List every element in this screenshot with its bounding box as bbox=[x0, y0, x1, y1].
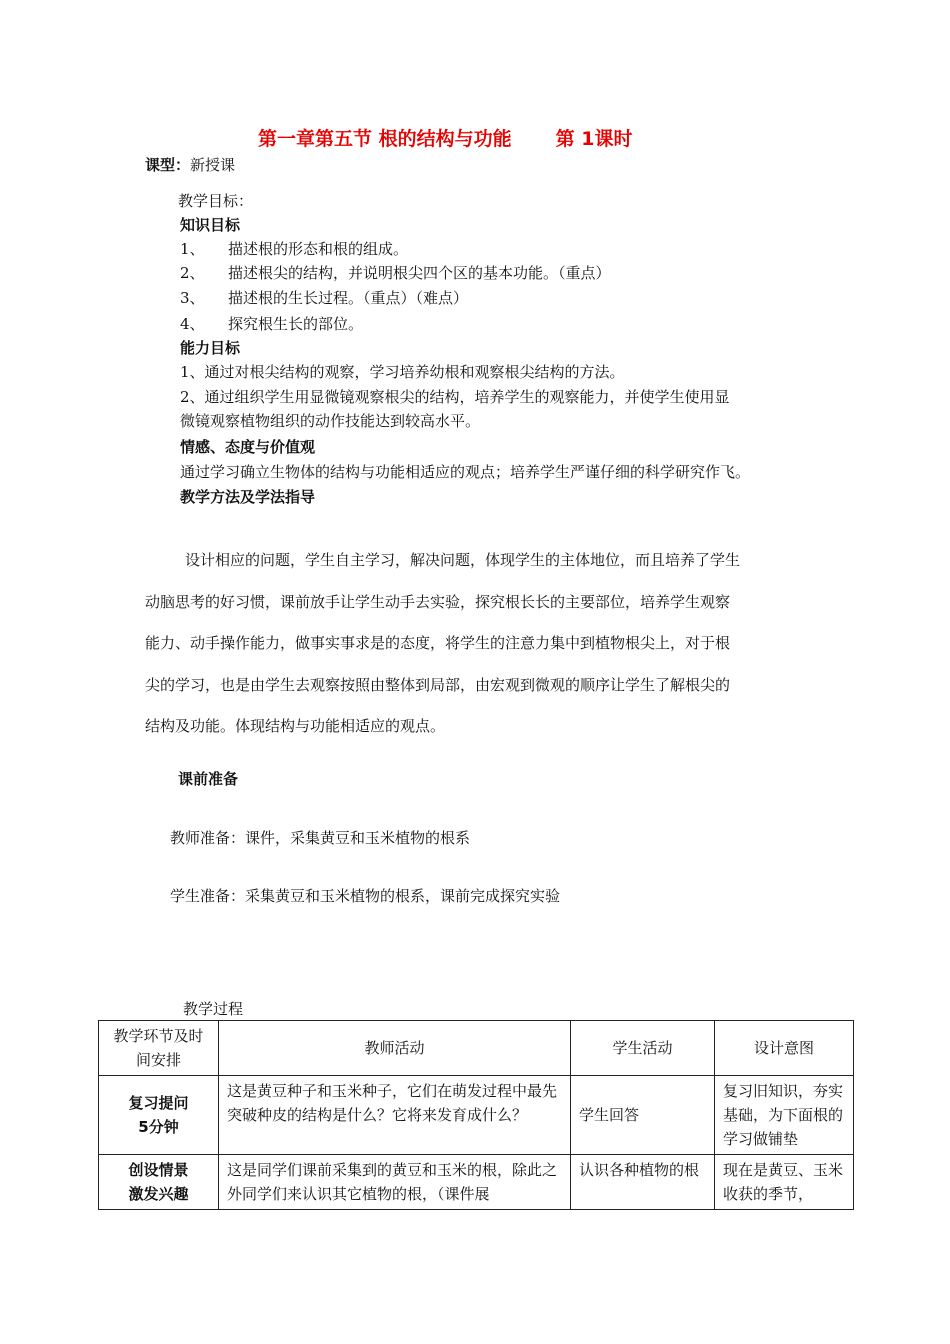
column-header: 教学环节及时间安排 bbox=[99, 1021, 219, 1076]
teacher-activity-cell: 这是黄豆种子和玉米种子，它们在萌发过程中最先突破种皮的结构是什么？它将来发育成什么？ bbox=[219, 1076, 571, 1155]
paragraph-line: 结构及功能。体现结构与功能相适应的观点。 bbox=[145, 717, 446, 735]
table-row bbox=[99, 1076, 854, 1155]
teacher-activity-cell: 这是同学们课前采集到的黄豆和玉米的根，除此之外同学们来认识其它植物的根，（课件展 bbox=[219, 1155, 571, 1210]
title-main: 第一章第五节 根的结构与功能 bbox=[258, 128, 512, 150]
title-period: 第 1课时 bbox=[555, 128, 633, 150]
page-title bbox=[258, 124, 632, 151]
paragraph-line: 能力、动手操作能力，做事实事求是的态度，将学生的注意力集中到植物根尖上，对于根 bbox=[145, 634, 731, 652]
knowledge-item: 3、 描述根的生长过程。（重点）（难点） bbox=[180, 289, 469, 307]
lesson-type-value: 新授课 bbox=[190, 156, 236, 174]
knowledge-item: 1、 描述根的形态和根的组成。 bbox=[180, 240, 409, 258]
ability-line: 2、通过组织学生用显微镜观察根尖的结构，培养学生的观察能力，并使学生使用显 bbox=[180, 388, 730, 406]
objectives-heading: 教学目标： bbox=[178, 192, 254, 210]
knowledge-item: 4、 探究根生长的部位。 bbox=[180, 315, 364, 333]
section-time: 激发兴趣 bbox=[128, 1185, 189, 1203]
table-header-row bbox=[99, 1021, 854, 1076]
lesson-type-label: 课型： bbox=[145, 156, 191, 174]
ability-line: 1、通过对根尖结构的观察，学习培养幼根和观察根尖结构的方法。 bbox=[180, 363, 625, 381]
paragraph-line: 尖的学习，也是由学生去观察按照由整体到局部，由宏观到微观的顺序让学生了解根尖的 bbox=[145, 675, 731, 694]
prep-heading: 课前准备 bbox=[178, 770, 239, 788]
column-header: 学生活动 bbox=[571, 1021, 715, 1076]
emotion-text: 通过学习确立生物体的结构与功能相适应的观点；培养学生严谨仔细的科学研究作飞。 bbox=[180, 463, 751, 481]
method-paragraph bbox=[145, 540, 815, 748]
ability-line: 微镜观察植物组织的动作技能达到较高水平。 bbox=[180, 412, 481, 430]
section-cell bbox=[99, 1076, 219, 1155]
section-time: 5分钟 bbox=[138, 1118, 179, 1136]
process-heading: 教学过程 bbox=[183, 1000, 244, 1018]
intent-cell: 现在是黄豆、玉米收获的季节， bbox=[715, 1155, 854, 1210]
teacher-prep: 教师准备：课件，采集黄豆和玉米植物的根系 bbox=[170, 829, 471, 847]
student-activity-cell: 学生回答 bbox=[571, 1076, 715, 1155]
student-prep: 学生准备：采集黄豆和玉米植物的根系，课前完成探究实验 bbox=[170, 887, 561, 905]
paragraph-line: 设计相应的问题，学生自主学习，解决问题，体现学生的主体地位，而且培养了学生 bbox=[185, 551, 741, 569]
knowledge-item: 2、 描述根尖的结构，并说明根尖四个区的基本功能。（重点） bbox=[180, 264, 611, 282]
ability-heading: 能力目标 bbox=[180, 339, 241, 357]
intent-cell: 复习旧知识，夯实基础，为下面根的学习做铺垫 bbox=[715, 1076, 854, 1155]
process-table bbox=[98, 1020, 854, 1210]
method-heading: 教学方法及学法指导 bbox=[180, 488, 316, 506]
section-name: 创设情景 bbox=[128, 1161, 189, 1179]
column-header: 设计意图 bbox=[715, 1021, 854, 1076]
section-name: 复习提问 bbox=[128, 1094, 189, 1112]
paragraph-line: 动脑思考的好习惯，课前放手让学生动手去实验，探究根长长的主要部位，培养学生观察 bbox=[145, 592, 731, 611]
column-header: 教师活动 bbox=[219, 1021, 571, 1076]
table-row bbox=[99, 1155, 854, 1210]
knowledge-heading: 知识目标 bbox=[180, 216, 241, 234]
lesson-type bbox=[145, 154, 235, 175]
section-cell bbox=[99, 1155, 219, 1210]
student-activity-cell: 认识各种植物的根 bbox=[571, 1155, 715, 1210]
emotion-heading: 情感、态度与价值观 bbox=[180, 438, 316, 456]
